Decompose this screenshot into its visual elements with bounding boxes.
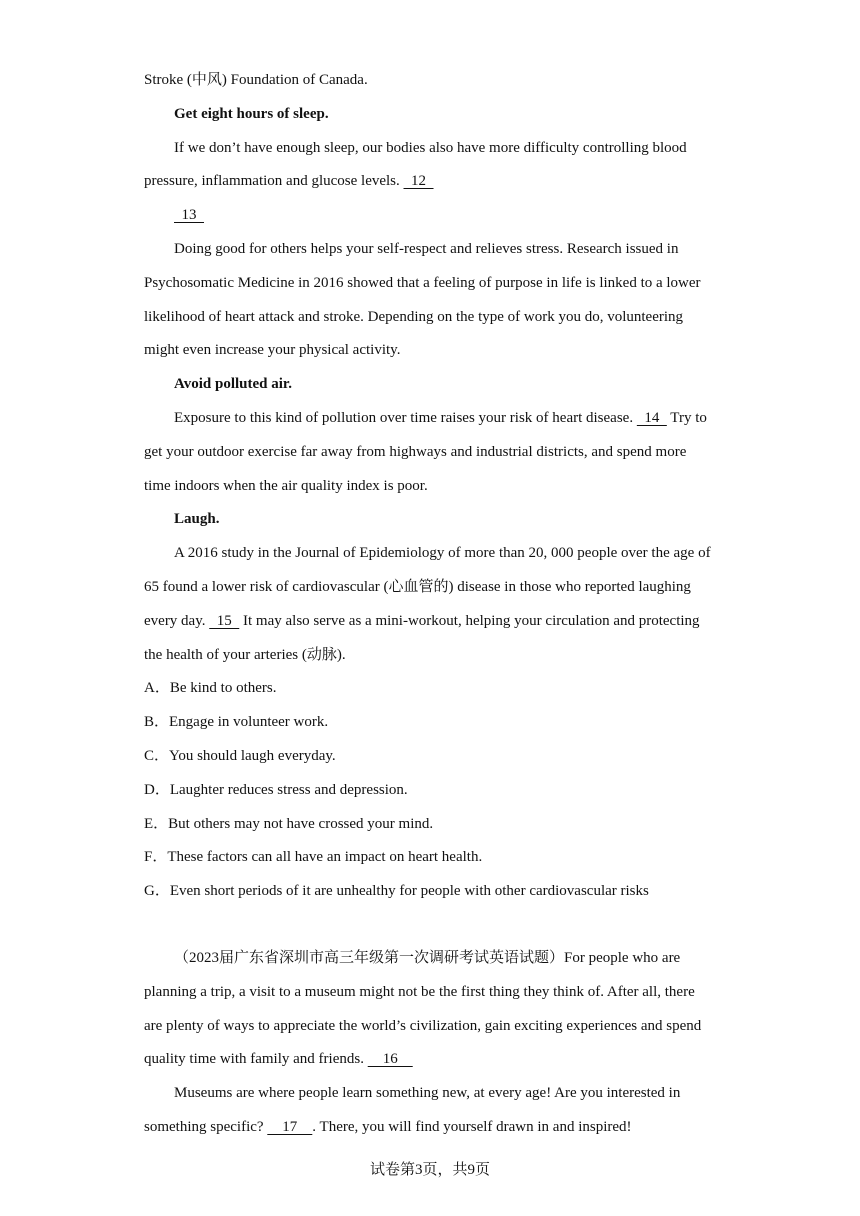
- option-a: A．Be kind to others.: [144, 680, 277, 697]
- paragraph-volunteer: Doing good for others helps your self-respect and relieves stress. Research issued in Psychosomatic Medicine in 2016 showed that a feeling of purpose in life is linked to a lower likelihood of heart attack and stroke. Depending on the type of work you do, volunteering might even increase your physical activity.: [144, 240, 701, 359]
- option-c: C．You should laugh everyday.: [144, 747, 336, 764]
- museum-text-b: . There, you will find yourself drawn in and inspired!: [312, 1118, 632, 1135]
- blank-15[interactable]: 15: [209, 612, 240, 629]
- museum-intro-text: （2023届广东省深圳市高三年级第一次调研考试英语试题）For people who are planning a trip, a visit to a museum might not be the first thing they think of. After all, there are plenty of ways to appreciate the world’s civilization, gain exciting experiences and spend quality time with family and friends.: [144, 949, 702, 1068]
- laugh-text-b: It may also serve as a mini-workout, helping your circulation and protecting the health of your arteries (动脉).: [144, 612, 700, 663]
- laugh-text-a: A 2016 study in the Journal of Epidemiology of more than 20, 000 people over the age of 65 found a lower risk of cardiovascular (心血管的) disease in those who reported laughing every day.: [144, 545, 711, 629]
- option-b: B．Engage in volunteer work.: [144, 714, 329, 731]
- sleep-text: If we don’t have enough sleep, our bodies also have more difficulty controlling blood pressure, inflammation and glucose levels.: [144, 139, 687, 190]
- intro-line: Stroke (中风) Foundation of Canada.: [144, 72, 368, 88]
- heading-sleep: Get eight hours of sleep.: [174, 105, 329, 122]
- blank-16[interactable]: 16: [367, 1051, 413, 1068]
- option-f: F．These factors can all have an impact on heart health.: [144, 849, 483, 866]
- blank-13[interactable]: 13: [174, 207, 204, 224]
- option-e: E．But others may not have crossed your mind.: [144, 815, 434, 832]
- museum-text-a: Museums are where people learn something new, at every age! Are you interested in something specific?: [144, 1085, 681, 1135]
- paragraph-blank-13: [144, 199, 716, 233]
- paragraph-air: [144, 402, 716, 503]
- air-text-b: Try to get your outdoor exercise far away from highways and industrial districts, and spend more time indoors when the air quality index is poor.: [144, 409, 707, 494]
- page-footer: 试卷第3页，共9页: [369, 1162, 490, 1178]
- option-d: D．Laughter reduces stress and depression.: [144, 781, 408, 798]
- paragraph-sleep: [144, 132, 716, 200]
- paragraph-museum: [144, 1077, 716, 1145]
- paragraph-laugh: [144, 537, 716, 672]
- heading-air: Avoid polluted air.: [174, 376, 292, 393]
- heading-laugh: Laugh.: [174, 511, 220, 528]
- section-gap: [144, 909, 716, 942]
- paragraph-museum-intro: [144, 942, 716, 1077]
- blank-17[interactable]: 17: [267, 1118, 313, 1135]
- blank-12[interactable]: 12: [403, 173, 434, 190]
- document-page: [144, 64, 716, 1145]
- air-text-a: Exposure to this kind of pollution over time raises your risk of heart disease.: [174, 409, 637, 426]
- blank-14[interactable]: 14: [636, 409, 667, 426]
- option-g: G．Even short periods of it are unhealthy for people with other cardiovascular risks: [144, 883, 649, 900]
- options-list: [144, 672, 716, 909]
